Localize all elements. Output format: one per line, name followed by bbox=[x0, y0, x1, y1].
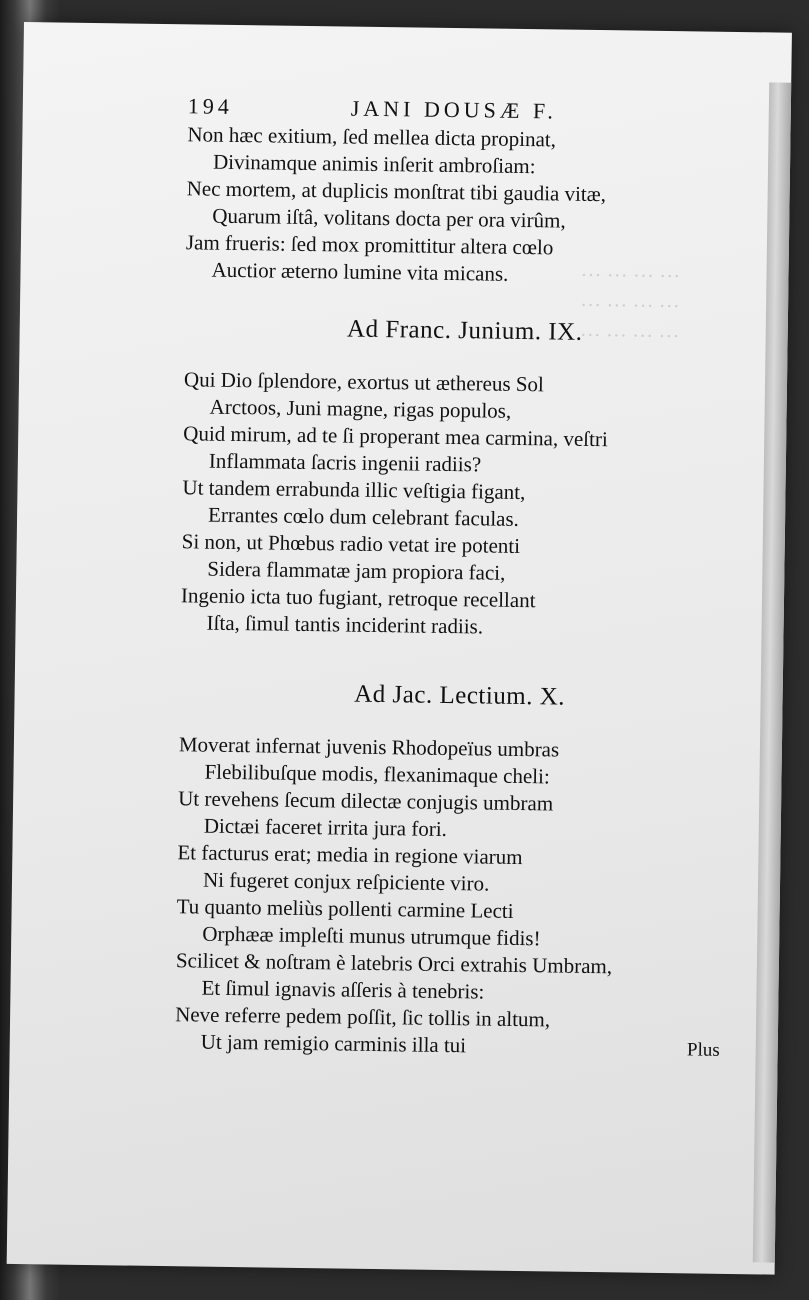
verse-line: Quid mirum, ad te ſi properant mea carmina, veſtri bbox=[183, 421, 608, 452]
poem-ix bbox=[180, 366, 744, 644]
verse-line: Inflammata ſacris ingenii radiis? bbox=[208, 448, 482, 477]
verse-line: Non hæc exitium, ſed mellea dicta propinat, bbox=[187, 122, 557, 152]
verse-line: Orphææ impleſti munus utrumque fidis! bbox=[202, 921, 541, 951]
facing-page-edge bbox=[753, 82, 791, 1262]
running-title: JANI DOUSÆ F. bbox=[350, 95, 558, 124]
verse-line: Iſta, ſimul tantis inciderint radiis. bbox=[206, 610, 484, 639]
verse-line: Nec mortem, at duplicis monſtrat tibi gaudia vitæ, bbox=[186, 176, 607, 207]
verse-line: Arctoos, Juni magne, rigas populos, bbox=[209, 394, 512, 423]
show-through-text: ··· ··· ··· ··· ··· ··· ··· ··· ··· ··· ··· ··· bbox=[579, 262, 681, 349]
verse-line: Neve referre pedem poſſit, ſic tollis in altum, bbox=[174, 1002, 551, 1032]
book-page bbox=[7, 22, 792, 1275]
page-text bbox=[175, 92, 748, 1063]
verse-line: Tu quanto meliùs pollenti carmine Lecti bbox=[176, 894, 514, 923]
verse-line: Moverat infernat juvenis Rhodopeïus umbras bbox=[178, 732, 560, 762]
verse-line: Ingenio icta tuo fugiant, retroque recellant bbox=[180, 583, 536, 613]
catchword: Plus bbox=[686, 1039, 720, 1061]
verse-line: Ut tandem errabunda illic veſtigia figant, bbox=[182, 475, 526, 505]
verse-line: Et ſimul ignavis aſſeris à tenebris: bbox=[201, 975, 485, 1004]
verse-line: Si non, ut Phœbus radio vetat ire potenti bbox=[181, 529, 521, 558]
verse-line: Errantes cœlo dum celebrant faculas. bbox=[207, 502, 520, 531]
verse-line: Divinamque animis inſerit ambroſiam: bbox=[212, 149, 536, 179]
poem-ix-title: Ad Franc. Junium. IX. bbox=[346, 315, 583, 346]
verse-line: Sidera flammatæ jam propiora faci, bbox=[207, 556, 506, 585]
verse-line: Flebilibuſque modis, flexanimaque cheli: bbox=[204, 759, 550, 789]
verse-line: Dictæi faceret irrita jura fori. bbox=[203, 813, 448, 841]
verse-line: Scilicet & noſtram è latebris Orci extrahis Umbram, bbox=[175, 948, 613, 979]
verse-line: Ut revehens ſecum dilectæ conjugis umbram bbox=[178, 786, 554, 816]
page-number: 194 bbox=[187, 93, 234, 119]
verse-line: Qui Dio ſplendore, exortus ut æthereus Sol bbox=[183, 367, 545, 397]
verse-line: Quarum iſtâ, volitans docta per ora virûm, bbox=[212, 203, 566, 233]
verse-line: Et facturus erat; media in regione viarum bbox=[177, 840, 523, 870]
verse-line: Jam frueris: ſed mox promittitur altera cœlo bbox=[185, 230, 554, 260]
poem-ending bbox=[185, 121, 747, 291]
poem-x-title: Ad Jac. Lectium. X. bbox=[354, 680, 566, 711]
verse-line: Ut jam remigio carminis illa tui bbox=[200, 1029, 467, 1058]
verse-line: Auctior æterno lumine vita micans. bbox=[211, 257, 509, 286]
verse-line: Ni fugeret conjux reſpiciente viro. bbox=[202, 867, 490, 896]
poem-x bbox=[175, 731, 739, 1063]
